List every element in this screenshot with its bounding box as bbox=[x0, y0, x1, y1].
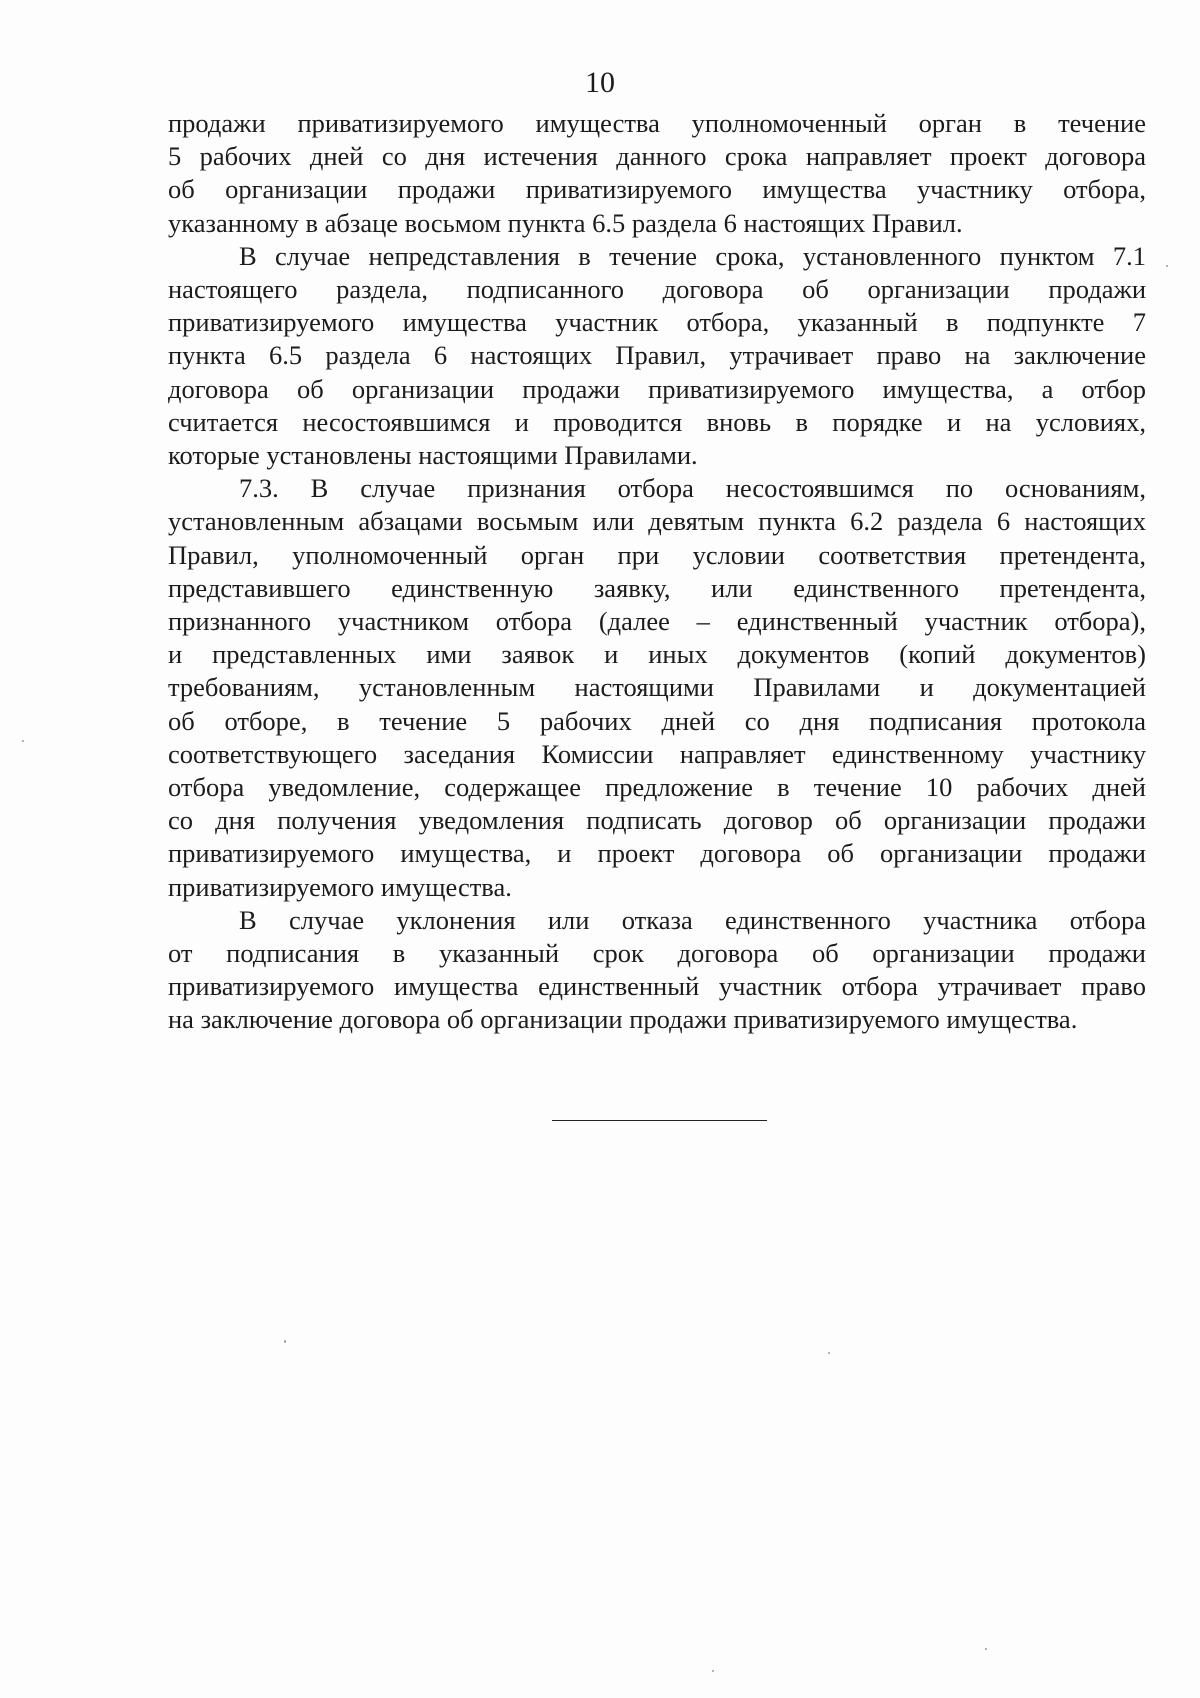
text-line: считается несостоявшимся и проводится вновь в порядке и на условиях, bbox=[168, 406, 1146, 437]
text-line: приватизируемого имущества единственный участник отбора утрачивает право bbox=[168, 971, 1146, 1002]
text-line: признанного участником отбора (далее – единственный участник отбора), bbox=[168, 606, 1146, 637]
text-line: со дня получения уведомления подписать договор об организации продажи bbox=[168, 805, 1146, 836]
text-line: настоящего раздела, подписанного договора об организации продажи bbox=[168, 274, 1146, 305]
scan-speck bbox=[828, 1352, 830, 1354]
text-line: договора об организации продажи приватизируемого имущества, а отбор bbox=[168, 373, 1146, 404]
scan-speck bbox=[284, 1340, 286, 1343]
document-body bbox=[168, 107, 1146, 1037]
text-line: соответствующего заседания Комиссии направляет единственному участнику bbox=[168, 738, 1146, 769]
text-line: указанному в абзаце восьмом пункта 6.5 раздела 6 настоящих Правил. bbox=[168, 207, 963, 238]
scan-speck bbox=[712, 1670, 714, 1672]
scan-speck bbox=[22, 740, 24, 742]
text-line: от подписания в указанный срок договора об организации продажи bbox=[168, 938, 1146, 969]
end-separator-line bbox=[552, 1120, 767, 1121]
page-number: 10 bbox=[585, 66, 615, 99]
text-line: на заключение договора об организации продажи приватизируемого имущества. bbox=[168, 1004, 1078, 1035]
scan-speck bbox=[985, 1648, 987, 1650]
text-line: приватизируемого имущества, и проект договора об организации продажи bbox=[168, 838, 1146, 869]
text-line: В случае уклонения или отказа единственного участника отбора bbox=[239, 904, 1146, 935]
text-line: отбора уведомление, содержащее предложение в течение 10 рабочих дней bbox=[168, 772, 1146, 803]
scan-speck bbox=[1166, 265, 1168, 267]
text-line: Правил, уполномоченный орган при условии соответствия претендента, bbox=[168, 539, 1146, 570]
text-line: приватизируемого имущества участник отбора, указанный в подпункте 7 bbox=[168, 307, 1146, 338]
text-line: требованиям, установленным настоящими Правилами и документацией bbox=[168, 672, 1146, 703]
text-line: об отборе, в течение 5 рабочих дней со дня подписания протокола bbox=[168, 705, 1146, 736]
text-line: представившего единственную заявку, или единственного претендента, bbox=[168, 572, 1146, 603]
text-line: об организации продажи приватизируемого имущества участнику отбора, bbox=[168, 174, 1146, 205]
text-line: которые установлены настоящими Правилами. bbox=[168, 440, 698, 471]
text-line: 7.3. В случае признания отбора несостоявшимся по основаниям, bbox=[239, 473, 1146, 504]
text-line: и представленных ими заявок и иных документов (копий документов) bbox=[168, 639, 1146, 670]
text-line: В случае непредставления в течение срока, установленного пунктом 7.1 bbox=[239, 240, 1146, 271]
paragraph-4 bbox=[168, 904, 1146, 1037]
text-line: установленным абзацами восьмым или девятым пункта 6.2 раздела 6 настоящих bbox=[168, 506, 1146, 537]
text-line: пункта 6.5 раздела 6 настоящих Правил, утрачивает право на заключение bbox=[168, 340, 1146, 371]
paragraph-3 bbox=[168, 472, 1146, 904]
paragraph-1 bbox=[168, 107, 1146, 240]
text-line: продажи приватизируемого имущества уполномоченный орган в течение bbox=[168, 108, 1146, 138]
paragraph-2 bbox=[168, 240, 1146, 472]
text-line: приватизируемого имущества. bbox=[168, 871, 512, 902]
text-line: 5 рабочих дней со дня истечения данного срока направляет проект договора bbox=[168, 141, 1146, 172]
